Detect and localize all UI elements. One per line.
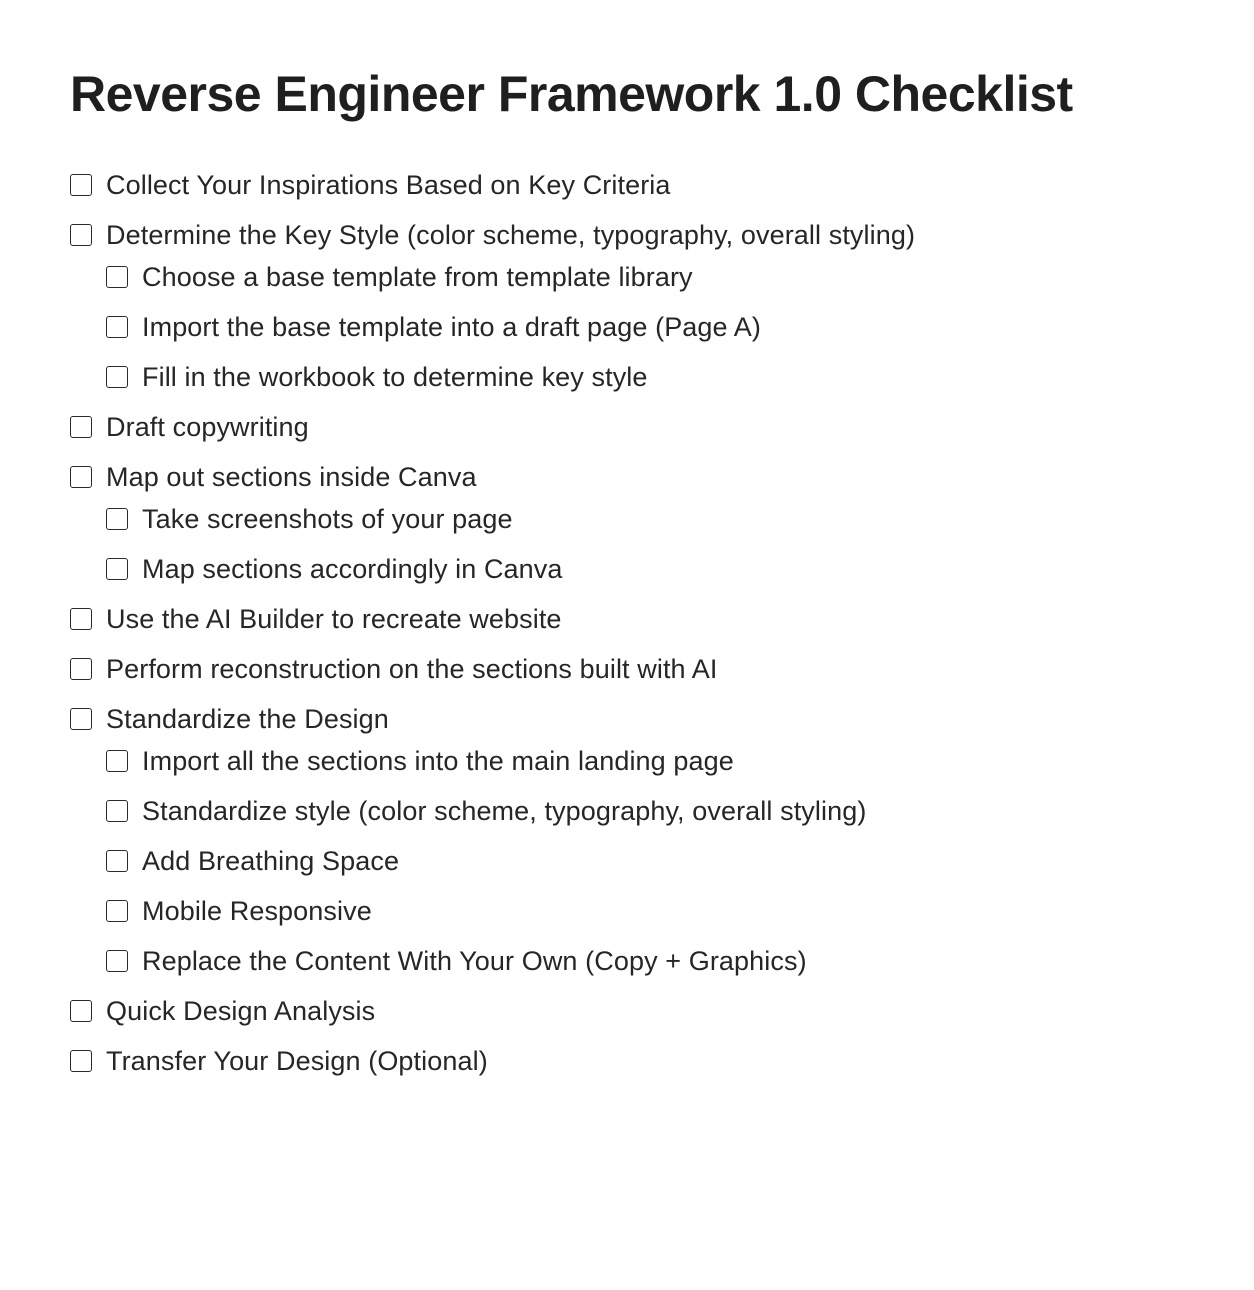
checklist-item[interactable]: [70, 406, 1214, 448]
checklist-group: [70, 164, 1214, 206]
checkbox[interactable]: [70, 174, 92, 196]
checkbox[interactable]: [70, 658, 92, 680]
checklist-item-label: Transfer Your Design (Optional): [106, 1046, 488, 1076]
checklist-subitem-label: Replace the Content With Your Own (Copy + Graphics): [142, 946, 807, 976]
checklist-subitem-label: Choose a base template from template library: [142, 262, 693, 292]
checklist-subitem-label: Import all the sections into the main landing page: [142, 746, 734, 776]
checklist-item-label: Map out sections inside Canva: [106, 462, 477, 492]
checkbox[interactable]: [106, 316, 128, 338]
checklist-item[interactable]: [70, 598, 1214, 640]
checklist-subitem[interactable]: [70, 890, 1214, 932]
checklist-item[interactable]: [70, 164, 1214, 206]
checkbox[interactable]: [70, 608, 92, 630]
checklist-item-label: Standardize the Design: [106, 704, 389, 734]
subitem-list: [70, 498, 1214, 590]
checkbox[interactable]: [70, 466, 92, 488]
checklist-group: [70, 598, 1214, 640]
checklist-subitem[interactable]: [70, 356, 1214, 398]
subitem-list: [70, 256, 1214, 398]
checklist-subitem-label: Mobile Responsive: [142, 896, 372, 926]
checklist-subitem[interactable]: [70, 306, 1214, 348]
checklist-subitem-label: Add Breathing Space: [142, 846, 400, 876]
checklist-subitem[interactable]: [70, 548, 1214, 590]
checkbox[interactable]: [106, 508, 128, 530]
checklist-item[interactable]: [70, 456, 1214, 498]
checklist-group: [70, 698, 1214, 982]
checklist-item-label: Collect Your Inspirations Based on Key Criteria: [106, 170, 671, 200]
checkbox[interactable]: [70, 416, 92, 438]
checklist-subitem-label: Take screenshots of your page: [142, 504, 513, 534]
checklist-item-label: Quick Design Analysis: [106, 996, 376, 1026]
subitem-list: [70, 740, 1214, 982]
checklist-item-label: Use the AI Builder to recreate website: [106, 604, 562, 634]
checkbox[interactable]: [106, 366, 128, 388]
checklist-subitem-label: Standardize style (color scheme, typography, overall styling): [142, 796, 867, 826]
checklist-group: [70, 456, 1214, 590]
checklist-item[interactable]: [70, 214, 1214, 256]
checklist: [70, 164, 1214, 1082]
checklist-group: [70, 406, 1214, 448]
checklist-group: [70, 1040, 1214, 1082]
checkbox[interactable]: [106, 950, 128, 972]
checklist-item[interactable]: [70, 648, 1214, 690]
checklist-group: [70, 990, 1214, 1032]
checklist-item-label: Perform reconstruction on the sections built with AI: [106, 654, 718, 684]
checklist-item[interactable]: [70, 990, 1214, 1032]
checklist-group: [70, 214, 1214, 398]
checklist-item-label: Draft copywriting: [106, 412, 309, 442]
checklist-item-label: Determine the Key Style (color scheme, typography, overall styling): [106, 220, 916, 250]
checklist-subitem[interactable]: [70, 940, 1214, 982]
checklist-subitem-label: Import the base template into a draft page (Page A): [142, 312, 761, 342]
checkbox[interactable]: [106, 850, 128, 872]
checklist-subitem[interactable]: [70, 740, 1214, 782]
checkbox[interactable]: [106, 558, 128, 580]
checklist-subitem-label: Map sections accordingly in Canva: [142, 554, 563, 584]
checklist-subitem[interactable]: [70, 256, 1214, 298]
checklist-subitem-label: Fill in the workbook to determine key style: [142, 362, 648, 392]
checkbox[interactable]: [106, 266, 128, 288]
checkbox[interactable]: [106, 750, 128, 772]
checklist-item[interactable]: [70, 1040, 1214, 1082]
checkbox[interactable]: [70, 708, 92, 730]
checkbox[interactable]: [70, 1050, 92, 1072]
checkbox[interactable]: [70, 1000, 92, 1022]
page-title: Reverse Engineer Framework 1.0 Checklist: [70, 66, 1073, 122]
checklist-subitem[interactable]: [70, 498, 1214, 540]
checkbox[interactable]: [106, 900, 128, 922]
checklist-subitem[interactable]: [70, 790, 1214, 832]
checkbox[interactable]: [106, 800, 128, 822]
checklist-group: [70, 648, 1214, 690]
checkbox[interactable]: [70, 224, 92, 246]
checklist-item[interactable]: [70, 698, 1214, 740]
checklist-subitem[interactable]: [70, 840, 1214, 882]
